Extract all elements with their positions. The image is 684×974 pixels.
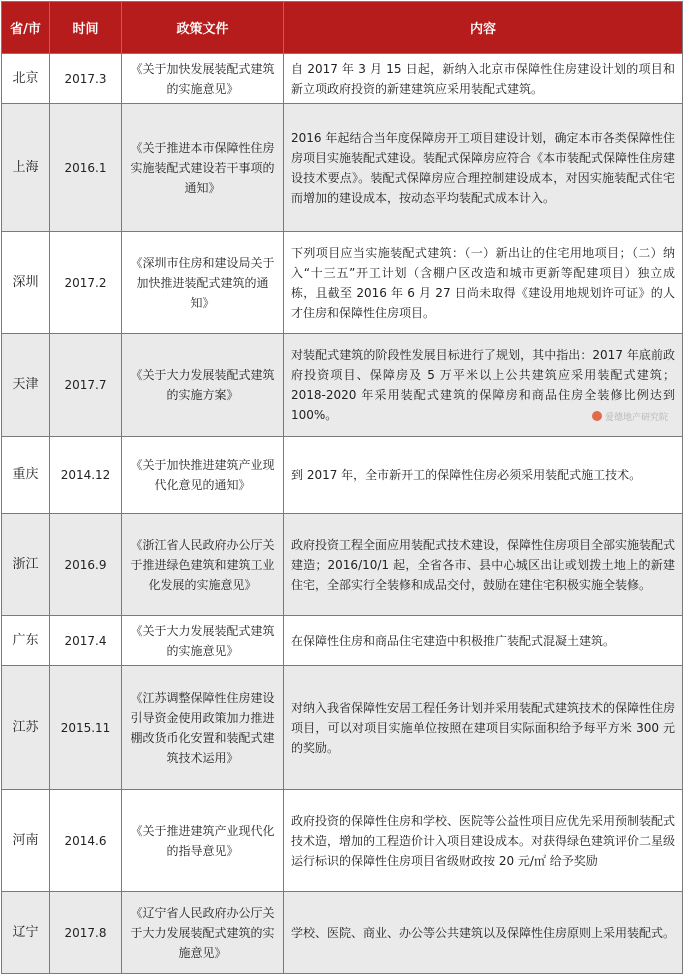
row-content: 学校、医院、商业、办公等公共建筑以及保障性住房原则上采用装配式。 xyxy=(284,892,683,974)
row-province: 河南 xyxy=(2,790,50,892)
watermark-text: 爱德地产研究院 xyxy=(605,413,669,423)
row-province: 重庆 xyxy=(2,437,50,514)
table-header-row xyxy=(2,2,683,54)
row-province: 浙江 xyxy=(2,514,50,616)
row-content: 自 2017 年 3 月 15 日起，新纳入北京市保障性住房建设计划的项目和新立项政府投资的新建建筑应采用装配式建筑。 xyxy=(284,54,683,104)
row-content: 政府投资工程全面应用装配式技术建设，保障性住房项目全部实施装配式建造；2016/10/1 起，全省各市、县中心城区出让或划拨土地上的新建住宅，全部实行全装修和成品交付，鼓励在建住宅积极实施全装修。 xyxy=(284,514,683,616)
row-policy-doc: 《江苏调整保障性住房建设引导资金使用政策加力推进棚改货币化安置和装配式建筑技术运用》 xyxy=(122,666,284,790)
row-content: 政府投资的保障性住房和学校、医院等公益性项目应优先采用预制装配式技术造，增加的工程造价计入项目建设成本。对获得绿色建筑评价二星级运行标识的保障性住房项目省级财政按 20 元/㎡ 给予奖励 xyxy=(284,790,683,892)
row-content: 对装配式建筑的阶段性发展目标进行了规划，其中指出：2017 年底前政府投资项目、保障房及 5 万平米以上公共建筑应采用装配式建筑；2018-2020 年采用装配式建筑的保障房和商品住房全装修比例达到 100%。 xyxy=(284,334,683,437)
header-content: 内容 xyxy=(284,2,683,54)
row-time: 2017.7 xyxy=(50,334,122,437)
watermark xyxy=(592,410,668,423)
header-province: 省/市 xyxy=(2,2,50,54)
table-row xyxy=(2,232,683,334)
table-row xyxy=(2,666,683,790)
row-policy-doc: 《浙江省人民政府办公厅关于推进绿色建筑和建筑工业化发展的实施意见》 xyxy=(122,514,284,616)
table-row xyxy=(2,104,683,232)
row-time: 2017.4 xyxy=(50,616,122,666)
row-province: 上海 xyxy=(2,104,50,232)
header-policy-doc: 政策文件 xyxy=(122,2,284,54)
table-row xyxy=(2,616,683,666)
row-policy-doc: 《辽宁省人民政府办公厅关于大力发展装配式建筑的实施意见》 xyxy=(122,892,284,974)
row-content: 下列项目应当实施装配式建筑：（一）新出让的住宅用地项目；（二）纳入“十三五”开工计划（含棚户区改造和城市更新等配建项目）独立成栋，且截至 2016 年 6 月 27 日尚未取得《建设用地规划许可证》的人才住房和保障性住房项目。 xyxy=(284,232,683,334)
row-province: 江苏 xyxy=(2,666,50,790)
header-time: 时间 xyxy=(50,2,122,54)
row-content: 对纳入我省保障性安居工程任务计划并采用装配式建筑技术的保障性住房项目，可以对项目实施单位按照在建项目实际面积给予每平方米 300 元的奖励。 xyxy=(284,666,683,790)
row-content: 在保障性住房和商品住宅建造中积极推广装配式混凝土建筑。 xyxy=(284,616,683,666)
row-time: 2016.1 xyxy=(50,104,122,232)
row-province: 辽宁 xyxy=(2,892,50,974)
row-time: 2015.11 xyxy=(50,666,122,790)
row-policy-doc: 《关于加快推进建筑产业现代化意见的通知》 xyxy=(122,437,284,514)
row-time: 2014.6 xyxy=(50,790,122,892)
row-province: 北京 xyxy=(2,54,50,104)
table-row xyxy=(2,892,683,974)
row-policy-doc: 《关于大力发展装配式建筑的实施意见》 xyxy=(122,616,284,666)
row-time: 2017.3 xyxy=(50,54,122,104)
row-time: 2014.12 xyxy=(50,437,122,514)
row-time: 2016.9 xyxy=(50,514,122,616)
watermark-logo-icon xyxy=(592,411,602,421)
row-policy-doc: 《关于推进本市保障性住房实施装配式建设若干事项的通知》 xyxy=(122,104,284,232)
table-row xyxy=(2,790,683,892)
policy-table xyxy=(1,1,683,974)
table-row xyxy=(2,54,683,104)
row-policy-doc: 《关于加快发展装配式建筑的实施意见》 xyxy=(122,54,284,104)
row-province: 天津 xyxy=(2,334,50,437)
row-policy-doc: 《关于大力发展装配式建筑的实施方案》 xyxy=(122,334,284,437)
row-content: 2016 年起结合当年度保障房开工项目建设计划，确定本市各类保障性住房项目实施装配式建设。装配式保障房应符合《本市装配式保障性住房建设技术要点》。装配式保障房应合理控制建设成本，对因实施装配式住宅而增加的建设成本，按动态平均装配式成本计入。 xyxy=(284,104,683,232)
table-row xyxy=(2,514,683,616)
table-row xyxy=(2,437,683,514)
row-policy-doc: 《关于推进建筑产业现代化的指导意见》 xyxy=(122,790,284,892)
row-province: 广东 xyxy=(2,616,50,666)
row-time: 2017.8 xyxy=(50,892,122,974)
row-policy-doc: 《深圳市住房和建设局关于加快推进装配式建筑的通知》 xyxy=(122,232,284,334)
table-row xyxy=(2,334,683,437)
row-time: 2017.2 xyxy=(50,232,122,334)
row-province: 深圳 xyxy=(2,232,50,334)
row-content: 到 2017 年，全市新开工的保障性住房必须采用装配式施工技术。 xyxy=(284,437,683,514)
